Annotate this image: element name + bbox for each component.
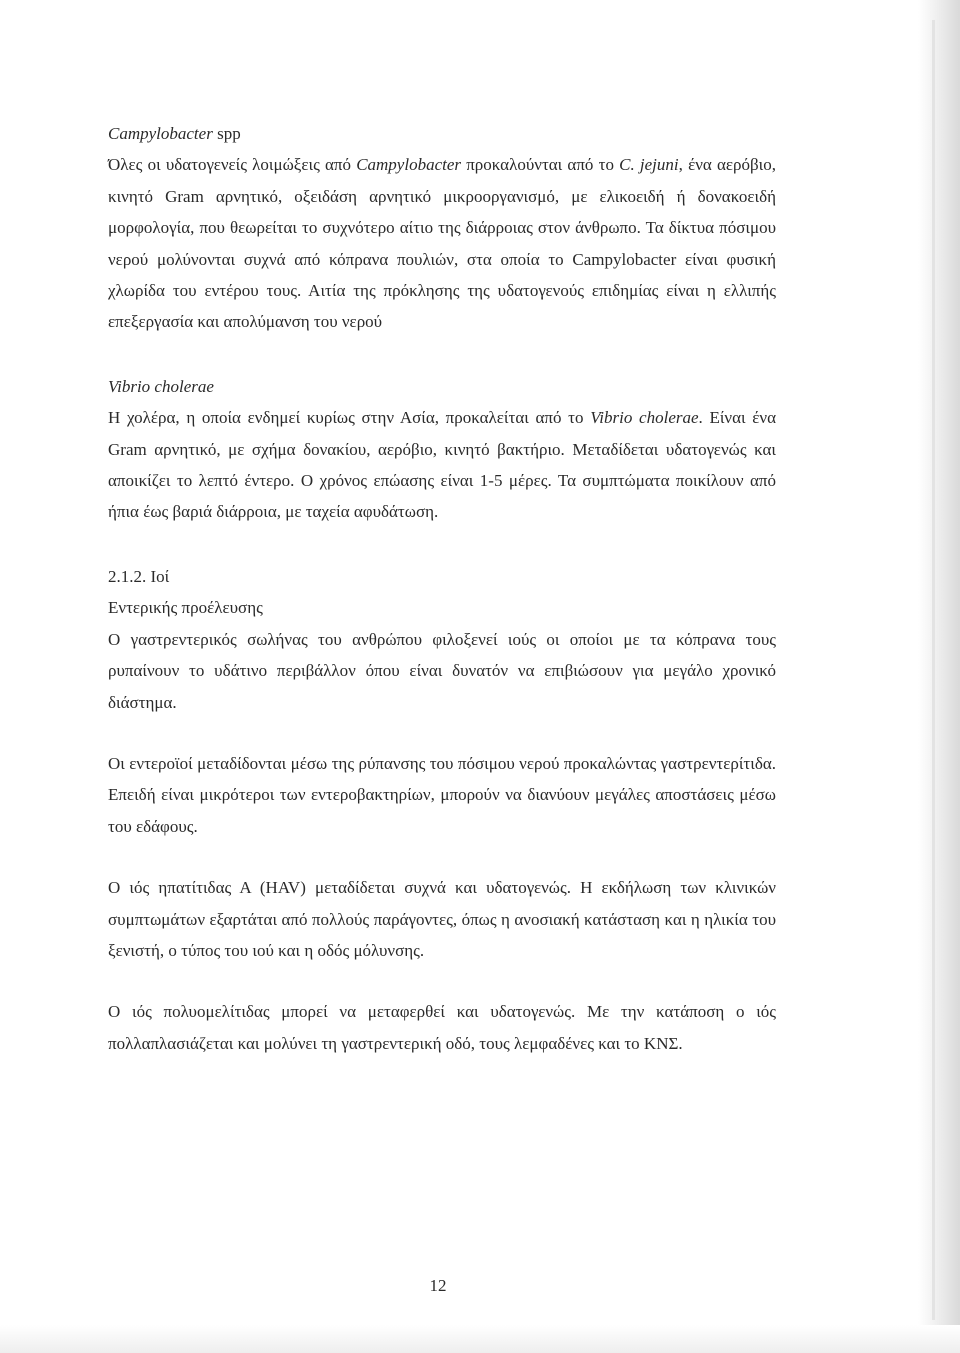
viruses-paragraph-4: Ο ιός πολυομελίτιδας μπορεί να μεταφερθεί και υδατογενώς. Με την κατάποση ο ιός πολλαπλασιάζεται και μολύνει τη γαστρεντερική οδό, τους λεμφαδένες και το ΚΝΣ. (108, 1002, 776, 1053)
vibrio-heading: Vibrio cholerae (108, 376, 214, 396)
campylobacter-heading: Campylobacter spp (108, 124, 241, 143)
scan-shadow-bottom (0, 1325, 960, 1353)
document-body (108, 118, 776, 1059)
scan-shadow-right (918, 0, 960, 1353)
section-heading-viruses: 2.1.2. Ιοί (108, 566, 170, 586)
viruses-paragraph-2: Οι εντεροϊοί μεταδίδονται μέσω της ρύπανσης του πόσιμου νερού προκαλώντας γαστρεντερίτιδα. Επειδή είναι μικρότεροι των εντεροβακτηρίων, μπορούν να διανύουν μεγάλες αποστάσεις μέσω του εδάφους. (108, 753, 776, 836)
campylobacter-paragraph: Όλες οι υδατογενείς λοιμώξεις από Campylobacter προκαλούνται από το C. jejuni, ένα αερόβιο, κινητό Gram αρνητικό, οξειδάση αρνητικό μικροοργανισμό, με ελικοειδή ή δονακοειδή μορφολογία, που θεωρείται το συχνότερο αίτιο της διάρροιας στον άνθρωπο. Τα δίκτυα πόσιμου νερού μολύνονται συχνά από κόπρανα πουλιών, στα οποία το Campylobacter είναι φυσική χλωρίδα του εντέρου τους. Αιτία της πρόκλησης της υδατογενούς επιδημίας είναι η ελλιπής επεξεργασία και απολύμανση του νερού (108, 155, 776, 332)
viruses-paragraph-3: Ο ιός ηπατίτιδας Α (HAV) μεταδίδεται συχνά και υδατογενώς. Η εκδήλωση των κλινικών συμπτωμάτων εξαρτάται από πολλούς παράγοντες, όπως η ανοσιακή κατάσταση και η ηλικία του ξενιστή, ο τύπος του ιού και η οδός μόλυνσης. (108, 878, 776, 960)
subheading-enteric-origin: Εντερικής προέλευσης (108, 598, 263, 618)
page-number: 12 (429, 1276, 447, 1295)
vibrio-paragraph: Η χολέρα, η οποία ενδημεί κυρίως στην Ασία, προκαλείται από το Vibrio cholerae. Είναι ένα Gram αρνητικό, με σχήμα δονακίου, αερόβιο, κινητό βακτήριο. Μεταδίδεται υδατογενώς και αποικίζει το λεπτό έντερο. Ο χρόνος επώασης είναι 1-5 μέρες. Τα συμπτώματα ποικίλουν από ήπια έως βαριά διάρροια, με ταχεία αφυδάτωση. (108, 408, 776, 522)
viruses-paragraph-1: Ο γαστρεντερικός σωλήνας του ανθρώπου φιλοξενεί ιούς οι οποίοι με τα κόπρανα τους ρυπαίνουν το υδάτινο περιβάλλον όπου είναι δυνατόν να επιβιώσουν για μεγάλο χρονικό διάστημα. (108, 629, 776, 712)
